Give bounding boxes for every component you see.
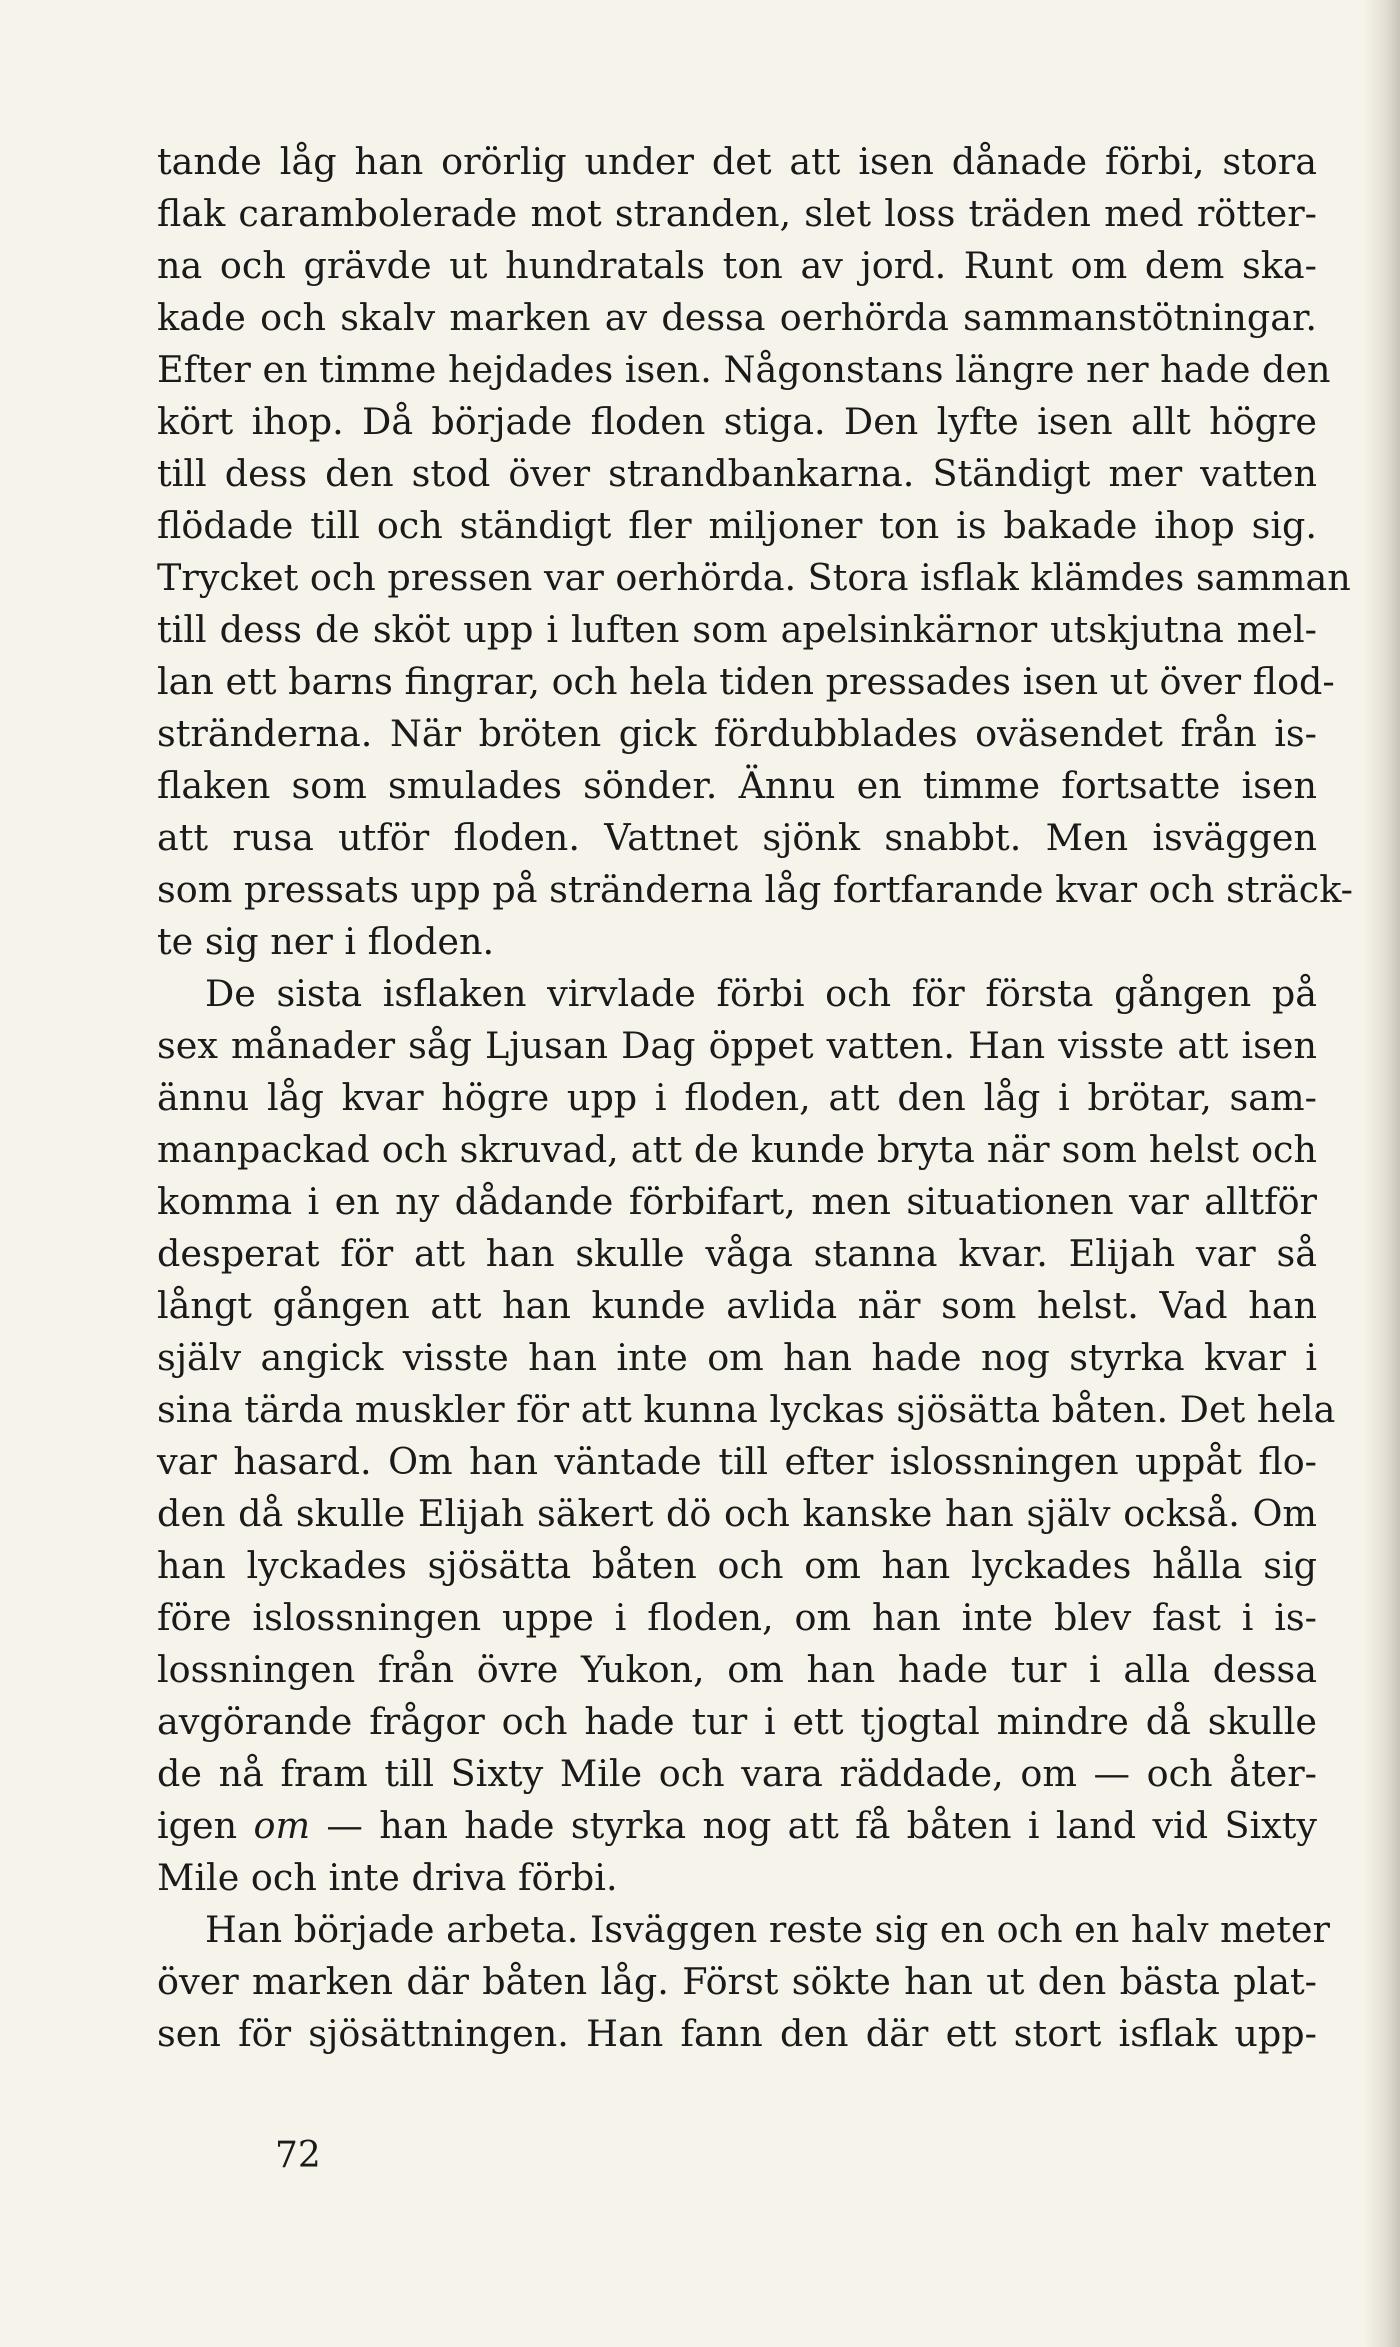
emphasis-word: om [253,1804,311,1847]
text-line: till dess den stod över strandbankarna. Ständigt mer vatten [157,452,1317,495]
text-line: över marken där båten låg. Först sökte han ut den bästa plat- [157,1960,1317,2003]
text-line: flaken som smulades sönder. Ännu en timme fortsatte isen [157,764,1317,807]
page-number: 72 [275,2135,321,2176]
text-line: tande låg han orörlig under det att isen dånade förbi, stora [157,140,1317,183]
text-line: stränderna. När bröten gick fördubblades oväsendet från is- [157,712,1317,755]
body-text [157,136,1354,2060]
text-line: de nå fram till Sixty Mile och vara räddade, om — och åter- [157,1752,1317,1795]
text-line: te sig ner i floden. [157,920,495,963]
text-line: kört ihop. Då började floden stiga. Den lyfte isen allt högre [157,400,1317,443]
text-line: långt gången att han kunde avlida när som helst. Vad han [157,1284,1317,1327]
text-line: sex månader såg Ljusan Dag öppet vatten. Han visste att isen [157,1024,1317,1067]
text-line: flak carambolerade mot stranden, slet loss träden med rötter- [157,192,1317,235]
text-line: själv angick visste han inte om han hade nog styrka kvar i [157,1336,1317,1379]
text-line: den då skulle Elijah säkert dö och kanske han själv också. Om [157,1492,1317,1535]
text-line: na och grävde ut hundratals ton av jord. Runt om dem ska- [157,244,1317,287]
text-line: flödade till och ständigt fler miljoner ton is bakade ihop sig. [157,504,1317,547]
text-line: som pressats upp på stränderna låg fortfarande kvar och sträck- [157,868,1354,911]
text-line: ännu låg kvar högre upp i floden, att den låg i brötar, sam- [157,1076,1317,1119]
text-line: manpackad och skruvad, att de kunde bryta när som helst och [157,1128,1317,1171]
text-segment: igen [157,1804,254,1847]
text-line: lossningen från övre Yukon, om han hade tur i alla dessa [157,1648,1317,1691]
text-line: De sista isflaken virvlade förbi och för första gången på [205,972,1317,1015]
text-line: var hasard. Om han väntade till efter islossningen uppåt flo- [157,1440,1317,1483]
text-line: Trycket och pressen var oerhörda. Stora isflak klämdes samman [157,556,1351,599]
text-line: han lyckades sjösätta båten och om han lyckades hålla sig [157,1544,1317,1587]
text-line: komma i en ny dådande förbifart, men situationen var alltför [157,1180,1317,1223]
text-line: till dess de sköt upp i luften som apelsinkärnor utskjutna mel- [157,608,1317,651]
text-line: desperat för att han skulle våga stanna kvar. Elijah var så [157,1232,1317,1275]
text-line: lan ett barns fingrar, och hela tiden pressades isen ut över flod- [157,660,1335,703]
text-line: sen för sjösättningen. Han fann den där ett stort isflak upp- [157,2012,1317,2055]
text-line: sina tärda muskler för att kunna lyckas sjösätta båten. Det hela [157,1388,1336,1431]
text-line: Han började arbeta. Isväggen reste sig en och en halv meter [205,1908,1330,1951]
text-segment: — han hade styrka nog att få båten i land vid Sixty [310,1804,1318,1847]
text-line-with-emphasis [157,1800,1317,1852]
text-line: före islossningen uppe i floden, om han inte blev fast i is- [157,1596,1317,1639]
text-line: kade och skalv marken av dessa oerhörda sammanstötningar. [157,296,1317,339]
text-line: avgörande frågor och hade tur i ett tjogtal mindre då skulle [157,1700,1317,1743]
page-edge-shadow [1364,0,1400,2347]
text-line: Mile och inte driva förbi. [157,1856,618,1899]
text-line: att rusa utför floden. Vattnet sjönk snabbt. Men isväggen [157,816,1317,859]
text-line: Efter en timme hejdades isen. Någonstans längre ner hade den [157,348,1331,391]
